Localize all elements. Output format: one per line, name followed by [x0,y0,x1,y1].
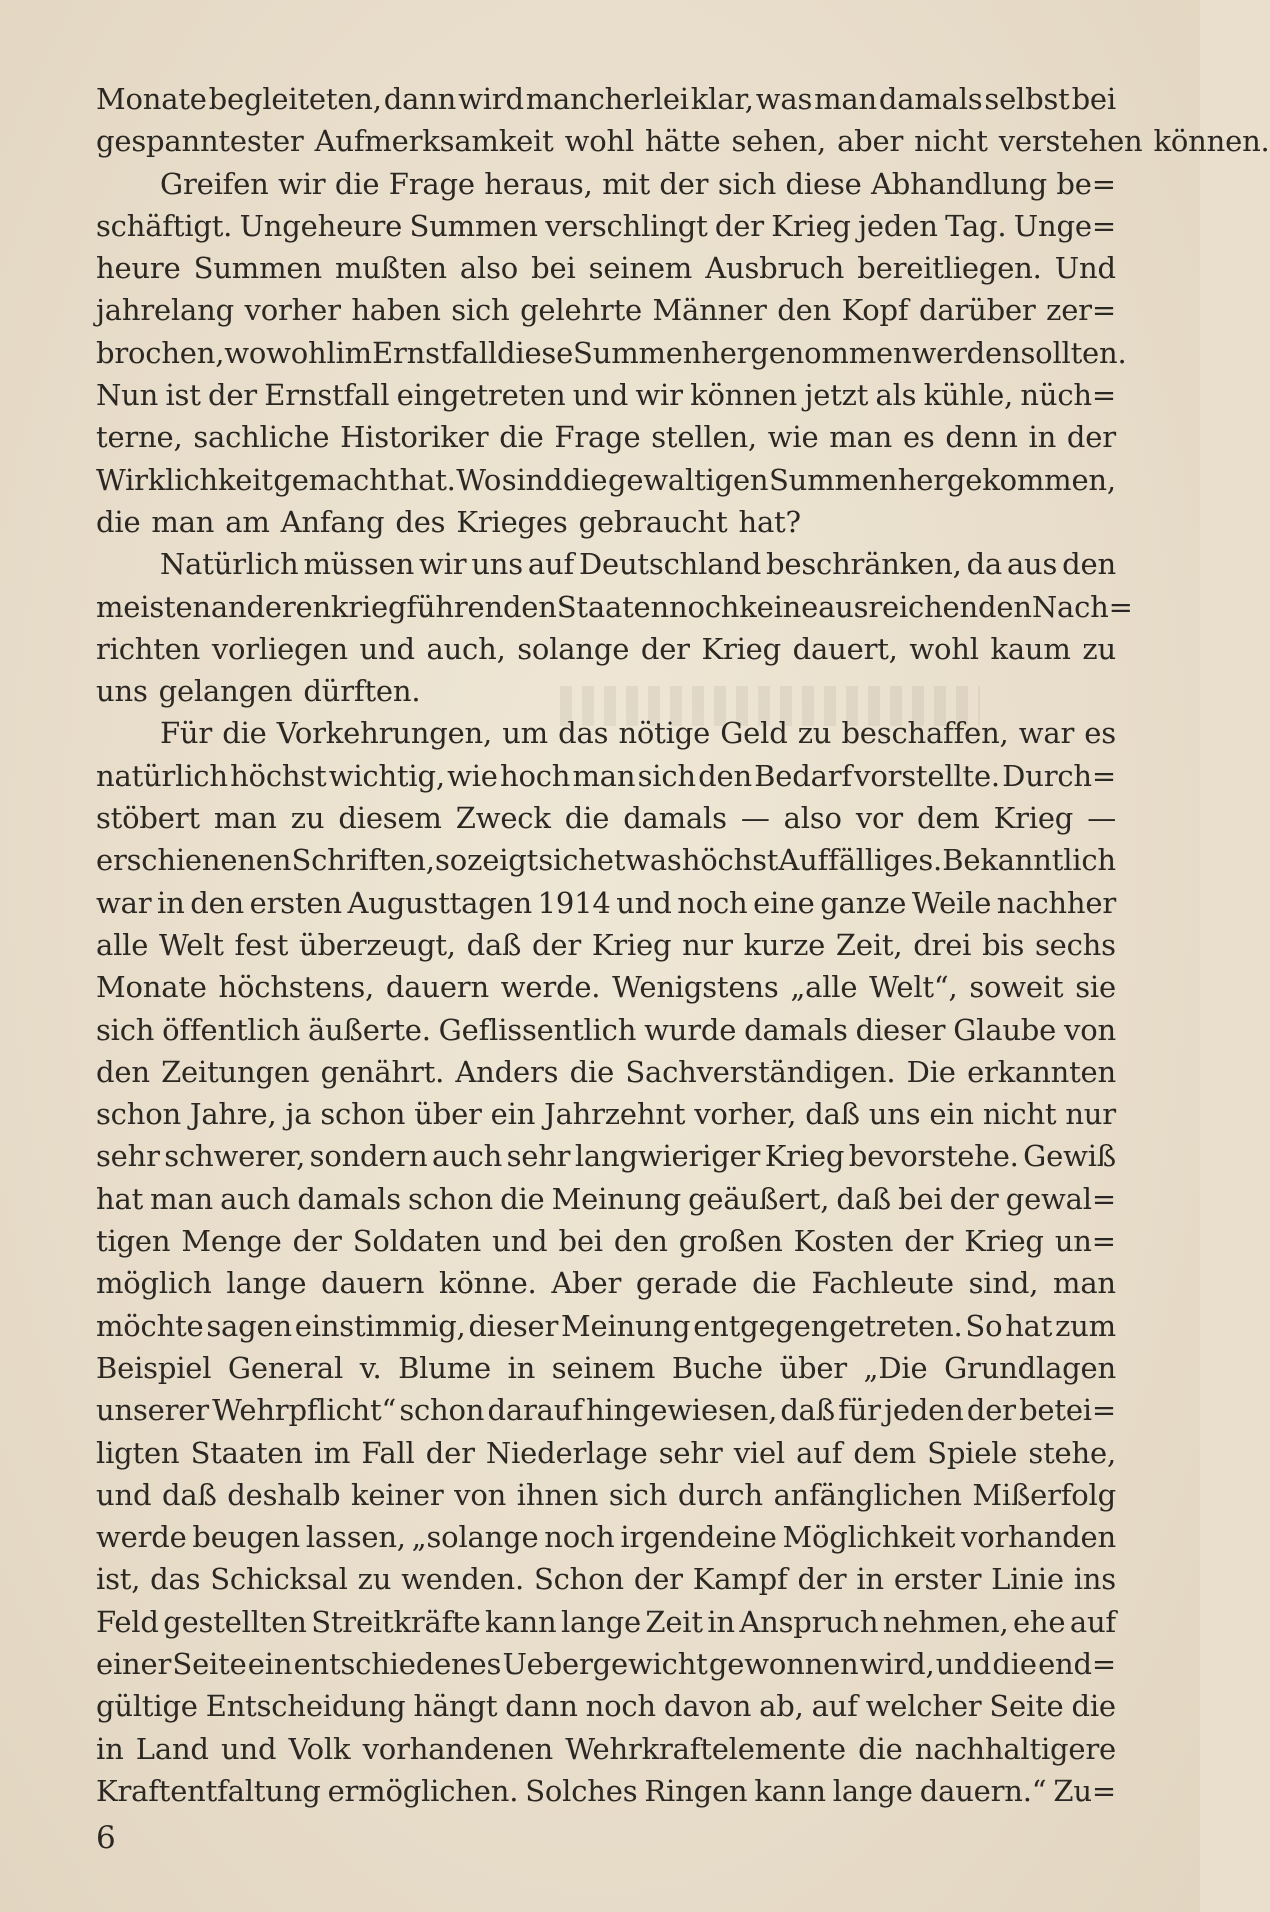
text-line: Nun ist der Ernstfall eingetreten und wir können jetzt als kühle, nüch= [96,378,1116,413]
text-line: in Land und Volk vorhandenen Wehrkraftelemente die nachhaltigere [96,1731,1116,1766]
text-line: ist, das Schicksal zu wenden. Schon der Kampf der in erster Linie ins [96,1562,1116,1597]
text-line: hat man auch damals schon die Meinung geäußert, daß bei der gewal= [96,1181,1116,1216]
text-line: war in den ersten Augusttagen 1914 und noch eine ganze Weile nachher [96,885,1116,920]
text-line: gespanntester Aufmerksamkeit wohl hätte sehen, aber nicht verstehen können. [96,124,1270,159]
text-line: Natürlich müssen wir uns auf Deutschland beschränken, da aus den [160,547,1116,582]
text-line: alle Welt fest überzeugt, daß der Krieg nur kurze Zeit, drei bis sechs [96,927,1116,962]
text-line: und daß deshalb keiner von ihnen sich durch anfänglichen Mißerfolg [96,1477,1116,1512]
text-line: Wirklichkeit gemacht hat. Wo sind die gewaltigen Summen hergekommen, [96,462,1116,497]
text-line: die man am Anfang des Krieges gebraucht hat? [96,504,801,539]
text-line: stöbert man zu diesem Zweck die damals — also vor dem Krieg — [96,801,1116,836]
body-text [96,78,1270,1812]
page-number: 6 [96,1820,116,1856]
text-line: terne, sachliche Historiker die Frage stellen, wie man es denn in der [96,420,1116,455]
text-line: einer Seite ein entschiedenes Uebergewicht gewonnen wird, und die end= [96,1646,1116,1681]
text-line: tigen Menge der Soldaten und bei den großen Kosten der Krieg un= [96,1224,1116,1259]
text-line: möchte sagen einstimmig, dieser Meinung entgegengetreten. So hat zum [96,1308,1116,1343]
text-line: Monate höchstens, dauern werde. Wenigstens „alle Welt“, soweit sie [96,970,1116,1005]
text-line: meisten anderen kriegführenden Staaten noch keine ausreichenden Nach= [96,589,1133,624]
text-line: Feld gestellten Streitkräfte kann lange Zeit in Anspruch nehmen, ehe auf [96,1604,1116,1639]
text-line: sehr schwerer, sondern auch sehr langwieriger Krieg bevorstehe. Gewiß [96,1139,1116,1174]
text-line: Kraftentfaltung ermöglichen. Solches Ringen kann lange dauern.“ Zu= [96,1773,1116,1808]
text-line: schäftigt. Ungeheure Summen verschlingt der Krieg jeden Tag. Unge= [96,208,1116,243]
text-line: unserer Wehrpflicht“ schon darauf hingewiesen, daß für jeden der betei= [96,1393,1116,1428]
text-line: Greifen wir die Frage heraus, mit der sich diese Abhandlung be= [160,166,1116,201]
text-line: Beispiel General v. Blume in seinem Buche über „Die Grundlagen [96,1350,1116,1385]
text-line: schon Jahre, ja schon über ein Jahrzehnt vorher, daß uns ein nicht nur [96,1097,1116,1132]
text-line: ligten Staaten im Fall der Niederlage sehr viel auf dem Spiele stehe, [96,1435,1116,1470]
text-line: sich öffentlich äußerte. Geflissentlich wurde damals dieser Glaube von [96,1012,1116,1047]
text-line: uns gelangen dürften. [96,674,421,709]
text-line: erschienenen Schriften, so zeigt sich etwas höchst Auffälliges. Bekanntlich [96,843,1116,878]
text-line: heure Summen mußten also bei seinem Ausbruch bereitliegen. Und [96,251,1116,286]
text-line: natürlich höchst wichtig, wie hoch man sich den Bedarf vorstellte. Durch= [96,758,1116,793]
text-line: werde beugen lassen, „solange noch irgendeine Möglichkeit vorhanden [96,1520,1116,1555]
text-line: Monate begleiteten, dann wird mancherlei klar, was man damals selbst bei [96,82,1116,116]
text-line: richten vorliegen und auch, solange der Krieg dauert, wohl kaum zu [96,631,1116,666]
text-line: den Zeitungen genährt. Anders die Sachverständigen. Die erkannten [96,1054,1116,1089]
text-line: jahrelang vorher haben sich gelehrte Männer den Kopf darüber zer= [96,293,1116,328]
text-line: brochen, wo wohl im Ernstfall diese Summen hergenommen werden sollten. [96,335,1127,370]
text-line: Für die Vorkehrungen, um das nötige Geld zu beschaffen, war es [160,716,1116,751]
text-line: möglich lange dauern könne. Aber gerade die Fachleute sind, man [96,1266,1116,1301]
text-line: gültige Entscheidung hängt dann noch davon ab, auf welcher Seite die [96,1689,1116,1724]
